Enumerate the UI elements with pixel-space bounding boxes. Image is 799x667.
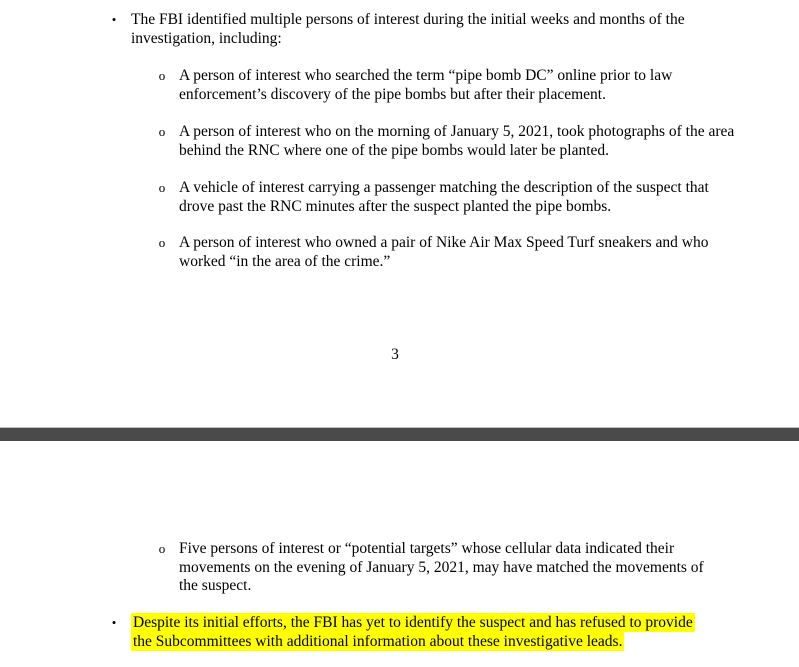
sub-item-search-term: A person of interest who searched the term “pipe bomb DC” online prior to law enforcement’s discovery of the pipe bombs but after their placement. [179, 67, 673, 103]
highlighted-text: Despite its initial efforts, the FBI has yet to identify the suspect and has refused to provide the Subcommittees with additional information about these investigative leads. [133, 614, 693, 650]
sub-bullet-marker: o [158, 235, 166, 250]
sub-bullet-marker: o [158, 68, 166, 83]
bullet-marker: • [111, 12, 117, 27]
sub-item-photographs: A person of interest who on the morning of January 5, 2021, took photographs of the area behind the RNC where one of the pipe bombs would later be planted. [179, 123, 735, 159]
sub-item-vehicle: A vehicle of interest carrying a passenger matching the description of the suspect that drove past the RNC minutes after the suspect planted the pipe bombs. [179, 179, 709, 215]
page-break-divider [0, 427, 799, 441]
sub-bullet-marker: o [158, 541, 166, 556]
bullet-text-highlighted [131, 614, 701, 651]
sub-bullet-marker: o [158, 180, 166, 195]
bullet-marker: • [111, 615, 117, 630]
page-number: 3 [391, 346, 399, 363]
sub-item-sneakers: A person of interest who owned a pair of Nike Air Max Speed Turf sneakers and who worked “in the area of the crime.” [179, 234, 709, 270]
sub-bullet-marker: o [158, 124, 166, 139]
document-page-bottom [0, 441, 799, 667]
bullet-text-persons-of-interest: The FBI identified multiple persons of interest during the initial weeks and months of the investigation, including: [131, 11, 685, 47]
sub-item-cellular-data: Five persons of interest or “potential targets” whose cellular data indicated their movements on the evening of January 5, 2021, may have matched the movements of the suspect. [179, 540, 704, 594]
